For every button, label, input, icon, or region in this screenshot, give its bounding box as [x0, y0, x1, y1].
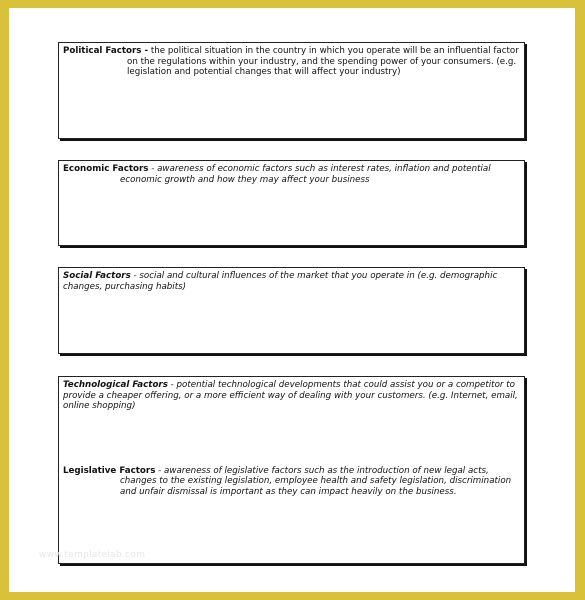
- document-page: [9, 8, 575, 592]
- economic-factors-label: Economic Factors: [63, 164, 149, 174]
- political-factors-text: the political situation in the country in which you operate will be an influential factor on the regulations within your industry, and the spending power of your consumers. (e.g. legislation and potential changes that will affect your industry): [127, 46, 519, 78]
- political-factors-paragraph: [63, 46, 520, 78]
- political-factors-label: Political Factors -: [63, 46, 149, 56]
- technological-legislative-box: [58, 376, 525, 564]
- legislative-factors-paragraph: [63, 466, 520, 498]
- technological-factors-text: - potential technological developments that could assist you or a competitor to provide a cheaper offering, or a more efficient way of dealing with your customers. (e.g. Internet, email, online shopping): [63, 380, 518, 412]
- social-factors-paragraph: [63, 271, 520, 292]
- legislative-factors-label: Legislative Factors: [63, 465, 156, 476]
- social-factors-box: [58, 267, 525, 354]
- social-factors-text: - social and cultural influences of the market that you operate in (e.g. demographic changes, purchasing habits): [63, 271, 498, 292]
- economic-factors-text: - awareness of economic factors such as interest rates, inflation and potential economic growth and how they may affect your business: [120, 164, 491, 185]
- social-factors-label: Social Factors: [63, 271, 131, 281]
- economic-factors-box: [58, 160, 525, 246]
- technological-factors-label: Technological Factors: [63, 380, 168, 390]
- watermark: www.templatelab.com: [39, 550, 146, 560]
- political-factors-box: [58, 42, 525, 139]
- technological-factors-paragraph: [63, 380, 520, 412]
- legislative-factors-text: - awareness of legislative factors such as the introduction of new legal acts, changes to the existing legislation, employee health and safety legislation, discrimination and unfair dismissal is important as they can impact heavily on the business.: [120, 465, 512, 497]
- economic-factors-paragraph: [63, 164, 520, 185]
